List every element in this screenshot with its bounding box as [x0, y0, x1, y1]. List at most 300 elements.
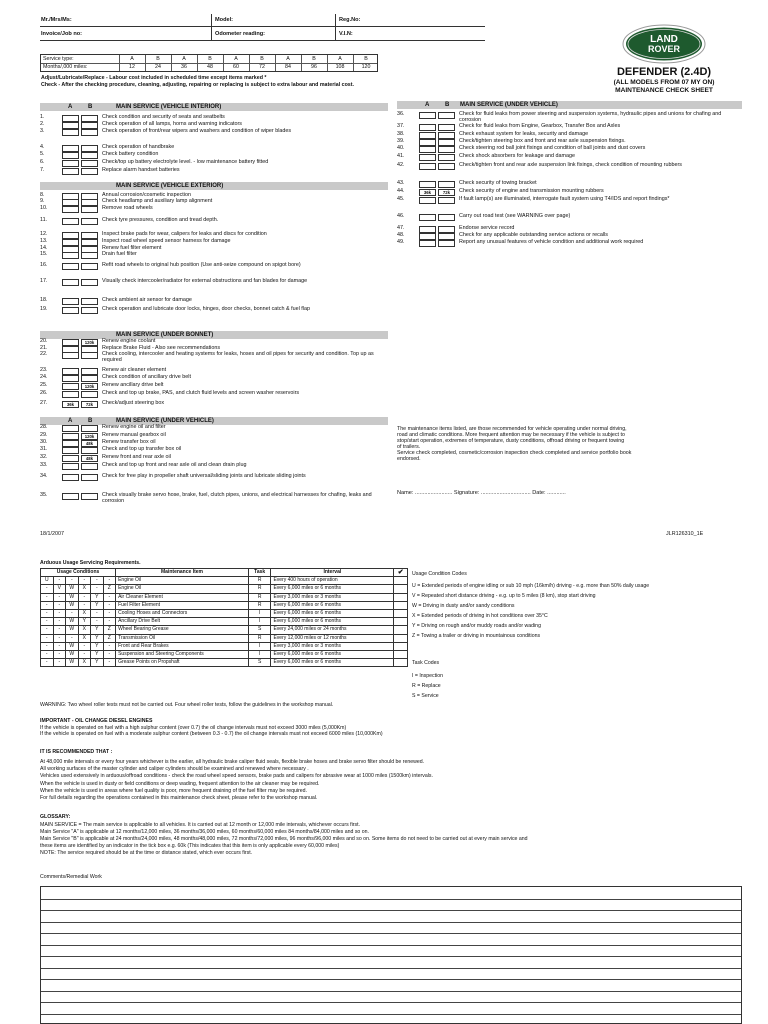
glossary-line: MAIN SERVICE = The main service is applicable to all vehicles. It is carried out at 12 month or 12,000 mile intervals, whichever occurs first.	[40, 822, 360, 828]
tick-cell[interactable]	[394, 601, 408, 609]
service-type-cell: B	[364, 56, 368, 62]
arduous-row	[41, 601, 408, 609]
service-b-checkbox[interactable]	[81, 375, 98, 382]
item-text: Annual corrosion/cosmetic inspection	[102, 192, 191, 198]
task-code-cell: R	[248, 577, 271, 585]
exterior-section-header: MAIN SERVICE (VEHICLE EXTERIOR)	[40, 182, 388, 190]
service-b-checkbox[interactable]	[81, 263, 98, 270]
item-number: 45.	[397, 196, 405, 202]
service-a-checkbox[interactable]	[419, 132, 436, 139]
item-number: 2.	[40, 121, 45, 127]
task-code-line: I = Inspection	[412, 673, 444, 679]
service-a-checkbox[interactable]	[62, 298, 79, 305]
usage-code-cell: W	[66, 618, 79, 626]
service-a-checkbox[interactable]	[62, 206, 79, 213]
maintenance-item-cell: Grease Points on Propshaft	[116, 659, 249, 667]
item-text: Check security of engine and transmission mounting rubbers	[459, 188, 604, 194]
service-b-checkbox[interactable]: 120k	[81, 383, 98, 390]
interval-cell: Every 6,000 miles or 6 months	[271, 601, 394, 609]
service-b-checkbox[interactable]: 48k	[81, 455, 98, 462]
service-b-checkbox[interactable]	[438, 154, 455, 161]
usage-code-cell: -	[41, 609, 54, 617]
item-number: 7.	[40, 167, 45, 173]
service-type-cell: A	[130, 56, 134, 62]
interval-cell: Every 24,000 miles or 24 months	[271, 626, 394, 634]
usage-code-line: X = Extended periods of driving in hot conditions over 35°C	[412, 613, 548, 619]
usage-code-cell: Z	[103, 634, 116, 642]
service-a-checkbox[interactable]	[419, 233, 436, 240]
item-text: Check/top up battery electrolyte level. - low maintenance battery fitted	[102, 159, 269, 165]
service-type-cell: A	[182, 56, 186, 62]
model-subtitle: (ALL MODELS FROM 07 MY ON)	[613, 79, 715, 86]
maintenance-item-cell: Transmission Oil	[116, 634, 249, 642]
task-code-line: S = Service	[412, 693, 439, 699]
usage-code-cell: -	[41, 650, 54, 658]
task-header: Task	[248, 569, 271, 577]
item-text: Replace Brake Fluid - Also see recommendations	[102, 345, 221, 351]
service-type-cell: A	[338, 56, 342, 62]
service-a-checkbox[interactable]	[419, 154, 436, 161]
service-b-checkbox[interactable]	[81, 425, 98, 432]
service-a-checkbox[interactable]	[62, 263, 79, 270]
service-b-checkbox[interactable]	[438, 112, 455, 119]
usage-code-cell: Y	[91, 634, 104, 642]
months-label: Months/,000 miles:	[43, 64, 88, 70]
service-a-checkbox[interactable]	[419, 112, 436, 119]
usage-code-line: Y = Driving on rough and/or muddy roads and/or wading	[412, 623, 541, 629]
item-text: Renew air cleaner element	[102, 367, 167, 373]
service-a-checkbox[interactable]	[419, 214, 436, 221]
service-a-checkbox[interactable]	[62, 433, 79, 440]
item-text: Check and top up transfer box oil	[102, 446, 182, 452]
service-a-checkbox[interactable]	[62, 474, 79, 481]
maintenance-item-cell: Engine Oil	[116, 585, 249, 593]
service-interval-cell: 120	[361, 64, 371, 70]
maintenance-note-5: Service check completed, cosmetic/corrosion inspection check completed and service portfolio book	[397, 450, 632, 456]
service-b-checkbox[interactable]	[81, 129, 98, 136]
maintenance-note-1: The maintenance items listed, are those recommended for vehicle operating under normal driving,	[397, 426, 627, 432]
odometer-label: Odometer reading:	[215, 31, 266, 37]
tick-header: ✔	[394, 569, 408, 577]
item-number: 31.	[40, 446, 48, 452]
service-type-cell: B	[312, 56, 316, 62]
service-a-checkbox[interactable]	[62, 447, 79, 454]
arduous-row	[41, 634, 408, 642]
item-number: 15.	[40, 251, 48, 257]
item-text: Check cooling, intercooler and heating systems for leaks, hoses and oil pipes for security and condition. Top up as required	[102, 351, 374, 363]
usage-code-cell: W	[66, 585, 79, 593]
warning-text: WARNING: Two wheel roller tests must not be carried out. Four wheel roller tests, follow the guidelines in the workshop manual.	[40, 702, 334, 708]
arduous-title: Arduous Usage Servicing Requirements.	[40, 560, 141, 566]
maintenance-note-3: stop/start operation, extremes of temperature, dusty conditions, offroad driving or frequent towing	[397, 438, 625, 444]
service-type-cell: A	[286, 56, 290, 62]
service-b-checkbox[interactable]	[438, 163, 455, 170]
service-a-checkbox[interactable]	[62, 463, 79, 470]
service-b-checkbox[interactable]: 120k	[81, 433, 98, 440]
arduous-row	[41, 626, 408, 634]
comment-rule	[41, 910, 741, 911]
service-a-checkbox[interactable]	[62, 152, 79, 159]
arduous-row	[41, 585, 408, 593]
arduous-row	[41, 609, 408, 617]
usage-code-cell: -	[103, 618, 116, 626]
usage-code-line: V = Repeated short distance driving - e.g. up to 5 miles (8 km), stop start driving	[412, 593, 596, 599]
service-a-checkbox[interactable]	[62, 122, 79, 129]
item-text: Check/tighten front and rear axle suspension link fixings, check condition of mounting rubbers	[459, 162, 682, 168]
service-b-checkbox[interactable]	[81, 474, 98, 481]
usage-code-cell: -	[41, 585, 54, 593]
service-b-checkbox[interactable]: 72k	[438, 189, 455, 196]
item-text: Inspect brake pads for wear, calipers for leaks and discs for condition	[102, 231, 267, 237]
service-b-checkbox[interactable]	[81, 352, 98, 359]
under-vehicle-section-header-right: A B MAIN SERVICE (UNDER VEHICLE)	[397, 101, 742, 109]
usage-code-cell: -	[78, 650, 91, 658]
service-b-checkbox[interactable]	[438, 181, 455, 188]
service-a-checkbox[interactable]	[62, 239, 79, 246]
service-b-checkbox[interactable]	[81, 493, 98, 500]
service-a-checkbox[interactable]	[62, 440, 79, 447]
service-a-checkbox[interactable]	[62, 339, 79, 346]
usage-code-cell: -	[41, 593, 54, 601]
service-interval-cell: 24	[155, 64, 161, 70]
usage-code-cell: Y	[91, 626, 104, 634]
interval-cell: Every 6,000 miles or 6 months	[271, 618, 394, 626]
usage-code-cell: -	[53, 626, 66, 634]
usage-code-cell: Y	[91, 650, 104, 658]
usage-code-cell: -	[53, 601, 66, 609]
usage-code-cell: U	[41, 577, 54, 585]
service-b-checkbox[interactable]	[81, 168, 98, 175]
service-b-checkbox[interactable]	[438, 132, 455, 139]
service-a-checkbox[interactable]	[419, 163, 436, 170]
comments-title: Comments/Remedial Work	[40, 874, 102, 880]
service-a-checkbox[interactable]	[62, 368, 79, 375]
service-b-checkbox[interactable]	[81, 307, 98, 314]
invoice-label: Invoice/Job no:	[41, 31, 83, 37]
service-a-checkbox[interactable]	[62, 168, 79, 175]
service-b-checkbox[interactable]	[81, 279, 98, 286]
item-number: 11.	[40, 217, 48, 223]
item-text: Renew front and rear axle oil	[102, 454, 171, 460]
service-a-checkbox[interactable]	[62, 160, 79, 167]
item-text: Check and top up brake, PAS, and clutch fluid levels and screen washer reservoirs	[102, 390, 300, 396]
service-a-checkbox[interactable]	[62, 199, 79, 206]
footer-code: JLR126310_1E	[666, 531, 704, 537]
service-interval-cell: 96	[311, 64, 317, 70]
item-number: 33.	[40, 462, 48, 468]
interior-section-header: A B MAIN SERVICE (VEHICLE INTERIOR)	[40, 103, 388, 111]
item-text: Check visually brake servo hose, brake, fuel, clutch pipes, unions, and electrical harnesses for chafing, leaks and corrosion	[102, 492, 372, 504]
item-text: If fault lamp(s) are illuminated, interrogate fault system using T4/IDS and report findings*	[459, 196, 670, 202]
recommended-title: IT IS RECOMMENDED THAT :	[40, 749, 113, 755]
item-text: Refit road wheels to original hub position (Use anti-seize compound on spigot bore)	[102, 262, 301, 268]
tick-cell[interactable]	[394, 642, 408, 650]
maintenance-item-cell: Cooling Hoses and Connectors	[116, 609, 249, 617]
item-text: Check exhaust system for leaks, security and damage	[459, 131, 589, 137]
reg-no-label: Reg.No:	[339, 17, 361, 23]
item-text: Check operation and lubricate door locks, hinges, door checks, bonnet catch & fuel flap	[102, 306, 310, 312]
item-number: 22.	[40, 351, 48, 357]
under-vehicle-section-header-left: A B MAIN SERVICE (UNDER VEHICLE)	[40, 417, 388, 425]
item-text: Check and top up front and rear axle oil and clean drain plug	[102, 462, 247, 468]
usage-codes-title: Usage Condition Codes	[412, 571, 467, 577]
service-b-checkbox[interactable]	[81, 298, 98, 305]
usage-code-cell: W	[66, 642, 79, 650]
item-number: 8.	[40, 192, 45, 198]
service-b-checkbox[interactable]	[81, 232, 98, 239]
service-b-checkbox[interactable]	[438, 146, 455, 153]
task-code-line: R = Replace	[412, 683, 441, 689]
service-b-checkbox[interactable]	[438, 233, 455, 240]
service-b-checkbox[interactable]	[81, 368, 98, 375]
item-number: 14.	[40, 245, 48, 251]
recommended-line: All working surfaces of the master cylinder and caliper cylinders should be examined and renewed where necessary .	[40, 766, 309, 773]
task-code-cell: R	[248, 601, 271, 609]
service-type-cell: A	[234, 56, 238, 62]
item-text: Check operation of front/rear wipers and washers and condition of wiper blades	[102, 128, 292, 134]
item-text: Check operation of all lamps, horns and warning indicators	[102, 121, 242, 127]
service-b-checkbox[interactable]	[81, 218, 98, 225]
item-number: 26.	[40, 390, 48, 396]
item-text: Check operation of handbrake	[102, 144, 175, 150]
item-number: 35.	[40, 492, 48, 498]
service-b-checkbox[interactable]	[438, 197, 455, 204]
model-title: DEFENDER (2.4D)	[616, 66, 712, 78]
comment-rule	[41, 945, 741, 946]
vin-label: V.I.N:	[339, 31, 353, 37]
task-code-cell: I	[248, 650, 271, 658]
item-number: 3.	[40, 128, 45, 134]
maintenance-item-cell: Suspension and Steering Components	[116, 650, 249, 658]
service-b-checkbox[interactable]	[438, 124, 455, 131]
service-b-checkbox[interactable]	[81, 160, 98, 167]
tick-cell[interactable]	[394, 618, 408, 626]
service-b-checkbox[interactable]	[438, 226, 455, 233]
usage-code-cell: -	[41, 626, 54, 634]
item-text: Renew ancillary drive belt	[102, 382, 164, 388]
tick-cell[interactable]	[394, 650, 408, 658]
interval-cell: Every 6,000 miles or 6 months	[271, 609, 394, 617]
arduous-row	[41, 642, 408, 650]
service-a-checkbox[interactable]	[62, 218, 79, 225]
important-line-2: If the vehicle is operated on fuel with a moderate sulphur content (between 0.3 - 0.7) the oil change intervals must not exceed 6000 miles (10,000Km)	[40, 731, 383, 737]
usage-code-cell: -	[78, 577, 91, 585]
item-number: 34.	[40, 473, 48, 479]
service-b-checkbox[interactable]	[81, 391, 98, 398]
glossary-line: NOTE: The service required should be at the time or distance stated, which ever occurs first.	[40, 850, 253, 856]
usage-code-line: Z = Towing a trailer or driving in mountainous conditions	[412, 633, 541, 639]
item-text: Renew manual gearbox oil	[102, 432, 166, 438]
item-number: 12.	[40, 231, 48, 237]
service-b-checkbox[interactable]	[438, 139, 455, 146]
interval-cell: Every 6,000 miles or 6 months	[271, 650, 394, 658]
item-text: Drain fuel filter	[102, 251, 137, 257]
adjust-note: Adjust/Lubricate/Replace - Labour cost included in scheduled time except items marked *	[41, 75, 267, 81]
arduous-row	[41, 650, 408, 658]
interval-cell: Every 6,000 miles or 6 months	[271, 585, 394, 593]
usage-code-line: U = Extended periods of engine idling or sub 10 mph (16km/h) driving - e.g. more than 50% daily usage	[412, 583, 650, 589]
service-b-checkbox[interactable]: 72k	[81, 401, 98, 408]
comment-rule	[41, 922, 741, 923]
item-text: Check for free play in propeller shaft universal/sliding joints and lubricate sliding joints	[102, 473, 306, 479]
service-a-checkbox[interactable]	[62, 232, 79, 239]
usage-code-cell: -	[78, 642, 91, 650]
item-text: Renew engine oil and filter	[102, 424, 166, 430]
comments-box[interactable]	[40, 886, 742, 1024]
usage-code-cell: W	[66, 626, 79, 634]
usage-code-cell: Z	[103, 585, 116, 593]
item-number: 13.	[40, 238, 48, 244]
service-b-checkbox[interactable]	[81, 252, 98, 259]
comment-rule	[41, 899, 741, 900]
service-a-checkbox[interactable]	[62, 375, 79, 382]
usage-code-cell: -	[103, 577, 116, 585]
item-number: 30.	[40, 439, 48, 445]
service-a-checkbox[interactable]	[62, 455, 79, 462]
usage-code-cell: -	[103, 601, 116, 609]
service-interval-cell: 48	[207, 64, 213, 70]
service-a-checkbox[interactable]	[62, 352, 79, 359]
usage-code-cell: -	[66, 577, 79, 585]
service-a-checkbox[interactable]	[62, 493, 79, 500]
service-b-checkbox[interactable]: 120k	[81, 339, 98, 346]
service-a-checkbox[interactable]	[419, 226, 436, 233]
usage-code-cell: -	[53, 659, 66, 667]
item-text: Check for fluid leaks from Engine, Gearbox, Transfer Box and Axles	[459, 123, 621, 129]
service-b-checkbox[interactable]	[81, 152, 98, 159]
tick-cell[interactable]	[394, 609, 408, 617]
service-b-checkbox[interactable]	[81, 115, 98, 122]
service-b-checkbox[interactable]	[81, 206, 98, 213]
land-rover-logo	[622, 24, 706, 64]
service-a-checkbox[interactable]: 36k	[419, 189, 436, 196]
arduous-row	[41, 577, 408, 585]
usage-code-cell: -	[41, 618, 54, 626]
maintenance-note-2: road and climatic conditions. More frequent attention may be necessary if the vehicle is subject to	[397, 432, 625, 438]
service-b-checkbox[interactable]	[81, 239, 98, 246]
item-number: 49.	[397, 239, 405, 245]
recommended-line: Vehicles used extensively in arduous/offroad conditions - check the road wheel speed sensors, brake pads and calipers for abrasive wear at 1000 miles (1500km) intervals.	[40, 773, 433, 780]
task-code-cell: I	[248, 642, 271, 650]
service-b-checkbox[interactable]: 48k	[81, 440, 98, 447]
usage-code-cell: X	[78, 634, 91, 642]
service-b-checkbox[interactable]	[81, 199, 98, 206]
usage-code-cell: -	[103, 609, 116, 617]
usage-code-cell: -	[91, 577, 104, 585]
item-text: Check steering rod ball joint fixings and condition of ball joints and dust covers	[459, 145, 646, 151]
usage-code-cell: X	[78, 585, 91, 593]
service-interval-cell: 60	[233, 64, 239, 70]
service-interval-cell: 36	[181, 64, 187, 70]
usage-code-cell: -	[66, 634, 79, 642]
service-a-checkbox[interactable]	[62, 252, 79, 259]
item-text: Check/adjust steering box	[102, 400, 165, 406]
task-code-cell: I	[248, 618, 271, 626]
usage-code-cell: W	[66, 650, 79, 658]
service-a-checkbox[interactable]	[419, 146, 436, 153]
task-code-cell: R	[248, 634, 271, 642]
service-a-checkbox[interactable]	[419, 124, 436, 131]
item-number: 39.	[397, 138, 405, 144]
usage-code-line: W = Driving in dusty and/or sandy conditions	[412, 603, 515, 609]
service-a-checkbox[interactable]	[62, 279, 79, 286]
tick-cell[interactable]	[394, 577, 408, 585]
service-b-checkbox[interactable]	[438, 240, 455, 247]
item-number: 19.	[40, 306, 48, 312]
service-a-checkbox[interactable]: 36k	[62, 401, 79, 408]
service-type-cell: B	[208, 56, 212, 62]
service-a-checkbox[interactable]	[62, 391, 79, 398]
comment-rule	[41, 933, 741, 934]
service-b-checkbox[interactable]	[81, 145, 98, 152]
service-a-checkbox[interactable]	[419, 197, 436, 204]
glossary-line: Main Service "B" is applicable at 24 months/24,000 miles, 48 months/48,000 miles, 72 months/72,000 miles, 96 months/96,000 miles and so on. Some items do not need to be carried out at every main service and	[40, 836, 528, 842]
item-number: 5.	[40, 151, 45, 157]
glossary-line: Main Service "A" is applicable at 12 months/12,000 miles, 36 months/36,000 miles, 60 months/60,000 miles 84 months/84,000 miles and so on.	[40, 829, 369, 835]
item-text: Check ambient air sensor for damage	[102, 297, 192, 303]
usage-code-cell: -	[91, 618, 104, 626]
service-a-checkbox[interactable]	[62, 425, 79, 432]
item-text: Check headlamp and auxiliary lamp alignment	[102, 198, 213, 204]
usage-code-cell: -	[66, 609, 79, 617]
service-a-checkbox[interactable]	[419, 139, 436, 146]
interval-cell: Every 400 hours of operation	[271, 577, 394, 585]
service-a-checkbox[interactable]	[62, 129, 79, 136]
item-number: 25.	[40, 382, 48, 388]
item-text: Visually check intercooler/radiator for external obstructions and fan blades for damage	[102, 278, 308, 284]
sheet-title: MAINTENANCE CHECK SHEET	[615, 87, 713, 94]
interval-header: Interval	[271, 569, 394, 577]
recommended-line: For full details regarding the operations contained in this maintenance check sheet, please refer to the workshop manual.	[40, 795, 318, 801]
usage-code-cell: -	[53, 642, 66, 650]
item-number: 29.	[40, 432, 48, 438]
service-b-checkbox[interactable]	[81, 447, 98, 454]
service-b-checkbox[interactable]	[81, 463, 98, 470]
tick-cell[interactable]	[394, 593, 408, 601]
service-a-checkbox[interactable]	[62, 145, 79, 152]
item-number: 6.	[40, 159, 45, 165]
service-a-checkbox[interactable]	[419, 240, 436, 247]
recommended-line: At 48,000 mile intervals or every four years whichever is the earlier, all hydraulic brake caliper fluid seals, flexible brake hoses and brake servo filter should be renewed.	[40, 759, 425, 765]
service-type-cell: B	[260, 56, 264, 62]
service-b-checkbox[interactable]	[81, 122, 98, 129]
service-a-checkbox[interactable]	[62, 115, 79, 122]
footer-date: 18/1/2007	[40, 531, 64, 537]
task-code-cell: S	[248, 626, 271, 634]
maintenance-item-cell: Fuel Filter Element	[116, 601, 249, 609]
item-text: Inspect road wheel speed sensor harness for damage	[102, 238, 231, 244]
service-a-checkbox[interactable]	[62, 383, 79, 390]
item-number: 23.	[40, 367, 48, 373]
tick-cell[interactable]	[394, 585, 408, 593]
item-text: Check/tighten steering box and front and rear axle suspension fixings.	[459, 138, 626, 144]
task-code-cell: R	[248, 593, 271, 601]
service-a-checkbox[interactable]	[419, 181, 436, 188]
service-b-checkbox[interactable]	[438, 214, 455, 221]
usage-code-cell: -	[41, 634, 54, 642]
usage-code-cell: W	[66, 601, 79, 609]
item-number: 1.	[40, 114, 45, 120]
comment-rule	[41, 956, 741, 957]
tick-cell[interactable]	[394, 659, 408, 667]
tick-cell[interactable]	[394, 634, 408, 642]
comment-rule	[41, 1002, 741, 1003]
item-number: 41.	[397, 153, 405, 159]
model-label: Model:	[215, 17, 234, 23]
item-number: 36.	[397, 111, 405, 117]
service-a-checkbox[interactable]	[62, 307, 79, 314]
tick-cell[interactable]	[394, 626, 408, 634]
